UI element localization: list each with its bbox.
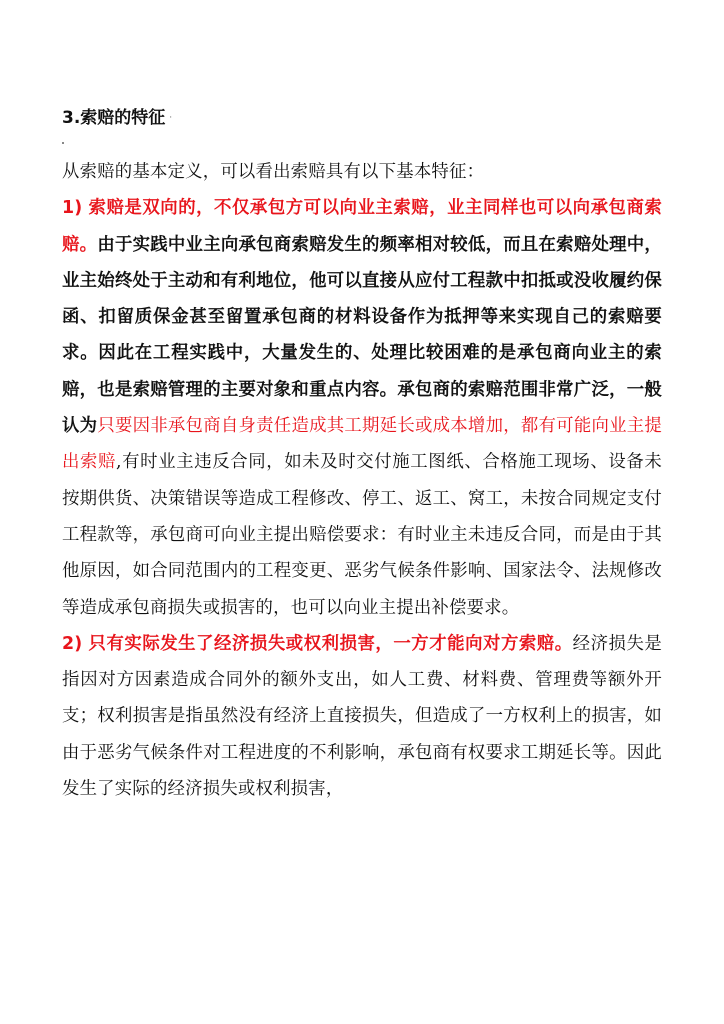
point-1-number: 1) [62, 198, 83, 219]
point-1-red-text: 只要因非承包商自身责任造成其工期延长或成本增加，都有可能向业主提出索赔 [62, 416, 663, 473]
point-1-normal-text: ,有时业主违反合同，如未及时交付施工图纸、合格施工现场、设备未按期供货、决策错误等造成工程修改、停工、返工、窝工，未按合同规定支付工程款等，承包商可向业主提出赔偿要求：有时业主未违反合同，而是由于其他原因，如合同范围内的工程变更、恶劣气候条件影响、国家法令、法规修改等造成承包商损失或损害的，也可以向业主提出补偿要求。 [62, 452, 662, 618]
point-2-normal-text: 经济损失是指因对方因素造成合同外的额外支出，如人工费、材料费、管理费等额外开支；权利损害是指虽然没有经济上直接损失，但造成了一方权利上的损害，如由于恶劣气候条件对工程进度的不利影响，承包商有权要求工期延长等。因此发生了实际的经济损失或权利损害， [62, 633, 662, 800]
document-page [62, 96, 662, 807]
point-2-paragraph [62, 626, 662, 807]
point-1-paragraph [62, 190, 662, 626]
point-1-bold-text: 由于实践中业主向承包商索赔发生的频率相对较低，而且在索赔处理中，业主始终处于主动和有利地位，他可以直接从应付工程款中扣抵或没收履约保函、扣留质保金甚至留置承包商的材料设备作为抵押等来实现自己的索赔要求。因此在工程实践中，大量发生的、处理比较困难的是承包商向业主的索赔，也是索赔管理的主要对象和重点内容。承包商的索赔范围非常广泛，一般认为 [62, 234, 663, 437]
paragraph-gap [62, 140, 662, 154]
section-heading [62, 96, 662, 140]
point-1-lead: 索赔是双向的，不仅承包方可以向业主索赔，业主同样也可以向承包商索赔。 [62, 198, 662, 255]
intro-paragraph: 从索赔的基本定义，可以看出索赔具有以下基本特征： [62, 162, 485, 182]
point-2-lead: 只有实际发生了经济损失或权利损害，一方才能向对方索赔。 [88, 633, 573, 654]
heading-mark: · [169, 113, 173, 123]
point-2-number: 2) [62, 633, 83, 654]
stray-dot [62, 142, 64, 144]
section-heading-text: 3.索赔的特征 [62, 108, 166, 128]
